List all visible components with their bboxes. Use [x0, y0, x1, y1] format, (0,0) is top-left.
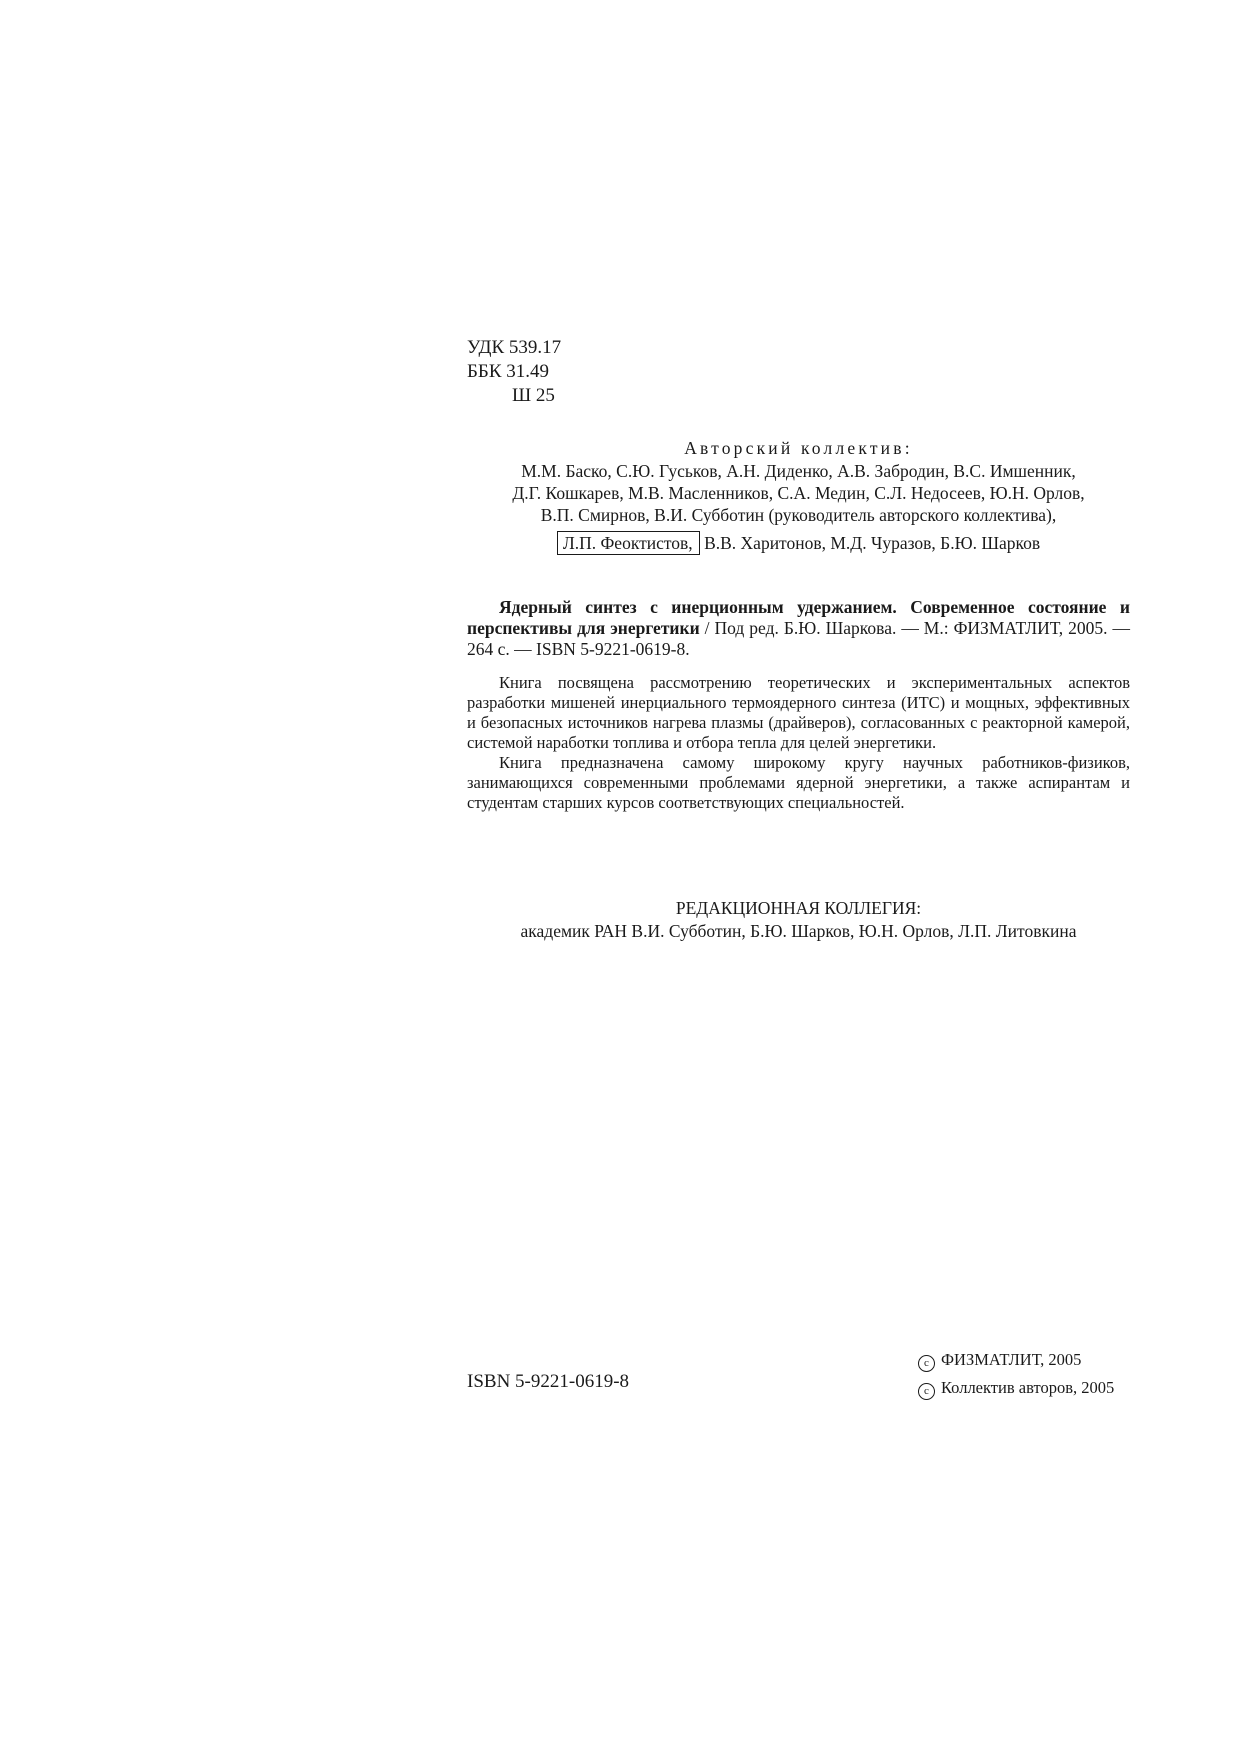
authors-line-4-rest: В.В. Харитонов, М.Д. Чуразов, Б.Ю. Шарков: [699, 533, 1041, 553]
abstract-paragraph-1: Книга посвящена рассмотрению теоретических и экспериментальных аспектов разработки мишеней инерциального термоядерного синтеза (ИТС) и мощных, эффективных и безопасных источников нагрева плазмы (драйверов), согласованных с реакторной камерой, системой наработки топлива и отбора тепла для целей энергетики.: [467, 673, 1130, 752]
author-sign: Ш 25: [512, 385, 555, 406]
classification-codes: [467, 336, 561, 408]
authors-block: [467, 437, 1130, 554]
copyright-holder-1: ФИЗМАТЛИТ, 2005: [941, 1350, 1082, 1369]
copyright-line-1: [918, 1346, 1114, 1374]
editorial-board-heading: РЕДАКЦИОННАЯ КОЛЛЕГИЯ:: [675, 898, 922, 918]
abstract: [467, 673, 1130, 813]
copyright-holder-2: Коллектив авторов, 2005: [941, 1378, 1115, 1397]
editorial-board: [467, 897, 1130, 943]
bbk-code: ББК 31.49: [467, 361, 549, 382]
bibliographic-paragraph: [467, 597, 1130, 660]
isbn: ISBN 5-9221-0619-8: [467, 1371, 630, 1392]
abstract-paragraph-2: Книга предназначена самому широкому кругу научных работников-физиков, занимающихся современными проблемами ядерной энергетики, а также аспирантам и студентам старших курсов соответствующих специальностей.: [467, 753, 1130, 812]
publication-details: / Под ред. Б.Ю. Шаркова. — М.: ФИЗМАТЛИТ, 2005. — 264 с. — ISBN 5-9221-0619-8.: [467, 618, 1130, 659]
authors-line-4: [467, 532, 1130, 554]
boxed-author-name: Л.П. Феоктистов,: [557, 531, 700, 555]
udk-code: УДК 539.17: [467, 337, 562, 358]
authors-line-1: М.М. Баско, С.Ю. Гуськов, А.Н. Диденко, А.В. Забродин, В.С. Имшенник,: [521, 461, 1076, 481]
copyright-icon: c: [918, 1355, 935, 1372]
bibliographic-description: [467, 597, 1130, 660]
copyright-icon: c: [918, 1383, 935, 1400]
copyright-line-2: [918, 1374, 1114, 1402]
authors-line-2: Д.Г. Кошкарев, М.В. Масленников, С.А. Медин, С.Л. Недосеев, Ю.Н. Орлов,: [512, 483, 1085, 503]
copyright-notices: [918, 1346, 1114, 1402]
editorial-board-members: академик РАН В.И. Субботин, Б.Ю. Шарков, Ю.Н. Орлов, Л.П. Литовкина: [520, 921, 1077, 941]
authors-heading: Авторский коллектив:: [684, 438, 913, 458]
book-title: Ядерный синтез с инерционным удержанием. Современное состояние и перспективы для энергетики: [467, 597, 1130, 638]
authors-line-3: В.П. Смирнов, В.И. Субботин (руководитель авторского коллектива),: [540, 505, 1057, 525]
